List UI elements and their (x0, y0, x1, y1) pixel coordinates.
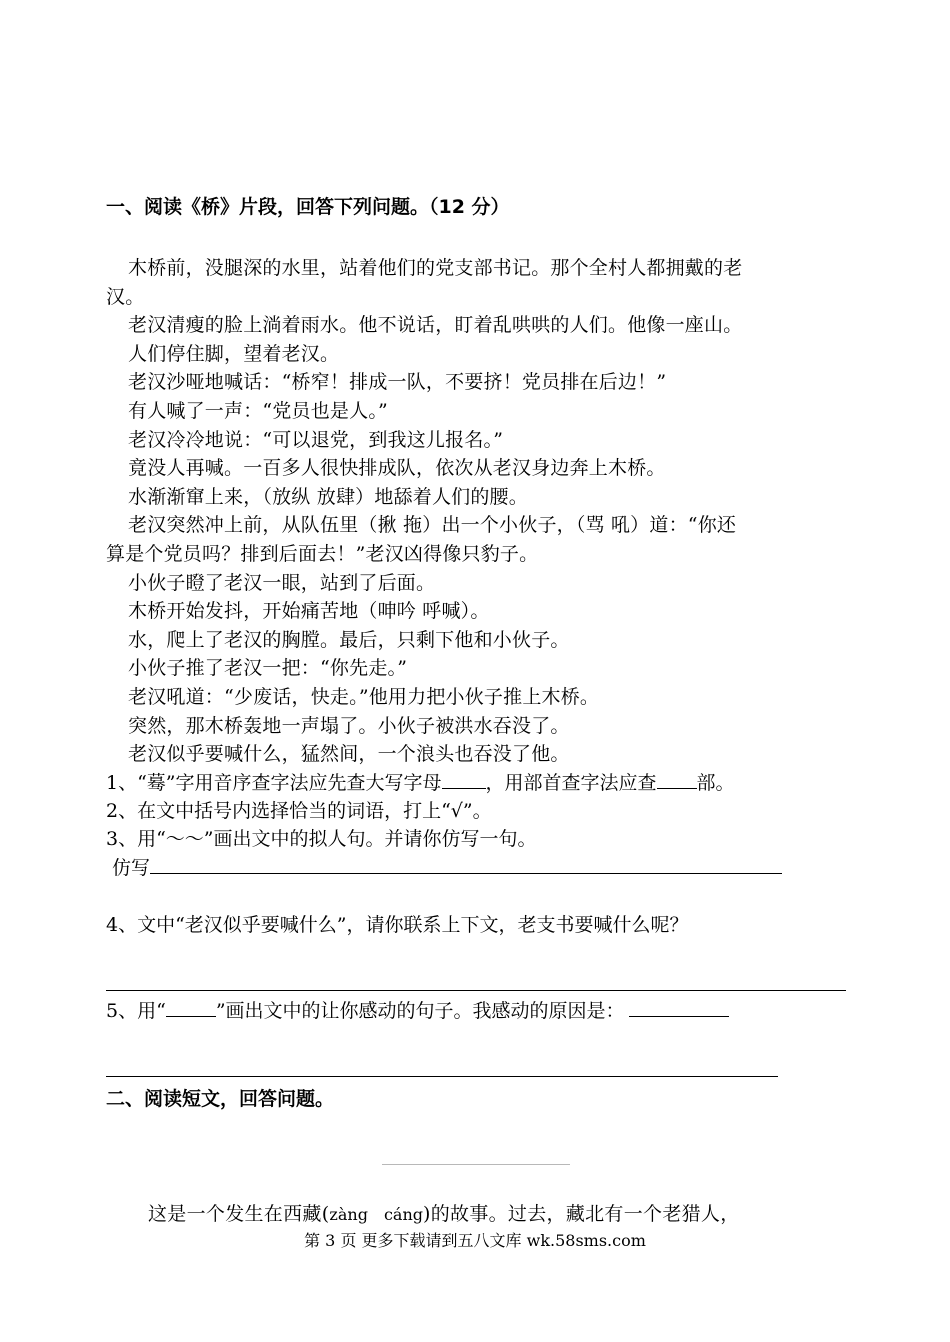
passage-line: 老汉吼道：“少废话，快走。”他用力把小伙子推上木桥。 (128, 685, 600, 708)
passage-line: 水渐渐窜上来，（放纵 放肆）地舔着人们的腰。 (128, 485, 528, 508)
page-footer: 第 3 页 更多下载请到五八文库 wk.58sms.com (304, 1231, 646, 1250)
story-first-line (148, 1200, 740, 1229)
question-1-text-b: ，用部首查字法应查 (485, 772, 657, 794)
separator-line (382, 1164, 570, 1165)
passage-line: 老汉似乎要喊什么，猛然间，一个浪头也吞没了他。 (128, 743, 570, 766)
passage-line: 小伙子瞪了老汉一眼，站到了后面。 (128, 571, 436, 594)
passage-line: 老汉沙哑地喊话：“桥窄！排成一队，不要挤！党员排在后边！” (128, 371, 667, 394)
answer-blank-radical[interactable] (657, 770, 697, 789)
question-4: 4、文中“老汉似乎要喊什么”，请你联系上下文，老支书要喊什么呢？ (106, 914, 689, 936)
answer-blank-imitation[interactable] (150, 855, 782, 874)
bridge-passage (106, 254, 856, 769)
passage-line: 木桥开始发抖，开始痛苦地（呻吟 呼喊）。 (128, 600, 490, 623)
section2-heading: 二、阅读短文，回答问题。 (106, 1088, 335, 1110)
question-5-text-a: 5、用“ (106, 1000, 166, 1022)
passage-line: 木桥前，没腿深的水里，站着他们的党支部书记。那个全村人都拥戴的老 (128, 257, 743, 279)
passage-line: 有人喊了一声：“党员也是人。” (128, 399, 388, 422)
passage-line: 竟没人再喊。一百多人很快排成队，依次从老汉身边奔上木桥。 (128, 457, 666, 480)
answer-line-q5[interactable] (106, 1076, 778, 1077)
passage-line: 水，爬上了老汉的胸膛。最后，只剩下他和小伙子。 (128, 628, 570, 651)
story-pinyin: zàng cáng (329, 1205, 423, 1224)
passage-line: 突然，那木桥轰地一声塌了。小伙子被洪水吞没了。 (128, 714, 570, 737)
passage-line: 老汉突然冲上前，从队伍里（揪 拖）出一个小伙子，（骂 吼）道：“你还 (128, 514, 737, 537)
question-1-text-c: 部。 (696, 772, 735, 794)
question-3: 3、用“～～”画出文中的拟人句。并请你仿写一句。 (106, 828, 537, 850)
question-3-imitation (112, 855, 782, 881)
imitation-label: 仿写 (112, 857, 151, 879)
story-text-a: 这是一个发生在西藏( (148, 1203, 330, 1225)
passage-line: 小伙子推了老汉一把：“你先走。” (128, 657, 408, 680)
question-1-text-a: 1、“蓦”字用音序查字法应先查大写字母 (106, 772, 442, 794)
passage-line: 人们停住脚，望着老汉。 (128, 342, 340, 365)
answer-blank-reason[interactable] (629, 998, 729, 1017)
question-2: 2、在文中括号内选择恰当的词语，打上“√”。 (106, 800, 492, 822)
section1-heading: 一、阅读《桥》片段，回答下列问题。（12 分） (106, 196, 510, 218)
answer-line-q4[interactable] (106, 990, 846, 991)
passage-line: 汉。 (106, 285, 145, 308)
story-text-b: )的故事。过去，藏北有一个老猎人， (423, 1203, 740, 1225)
question-1 (106, 770, 735, 796)
question-5 (106, 998, 729, 1024)
passage-line: 算是个党员吗？排到后面去！”老汉凶得像只豹子。 (106, 542, 539, 565)
answer-blank-letter[interactable] (442, 770, 486, 789)
question-5-text-b: ”画出文中的让你感动的句子。我感动的原因是： (215, 1000, 625, 1022)
passage-line: 老汉清瘦的脸上淌着雨水。他不说话，盯着乱哄哄的人们。他像一座山。 (128, 314, 743, 337)
passage-line: 老汉冷冷地说：“可以退党，到我这儿报名。” (128, 428, 504, 451)
underline-sample (166, 998, 216, 1017)
